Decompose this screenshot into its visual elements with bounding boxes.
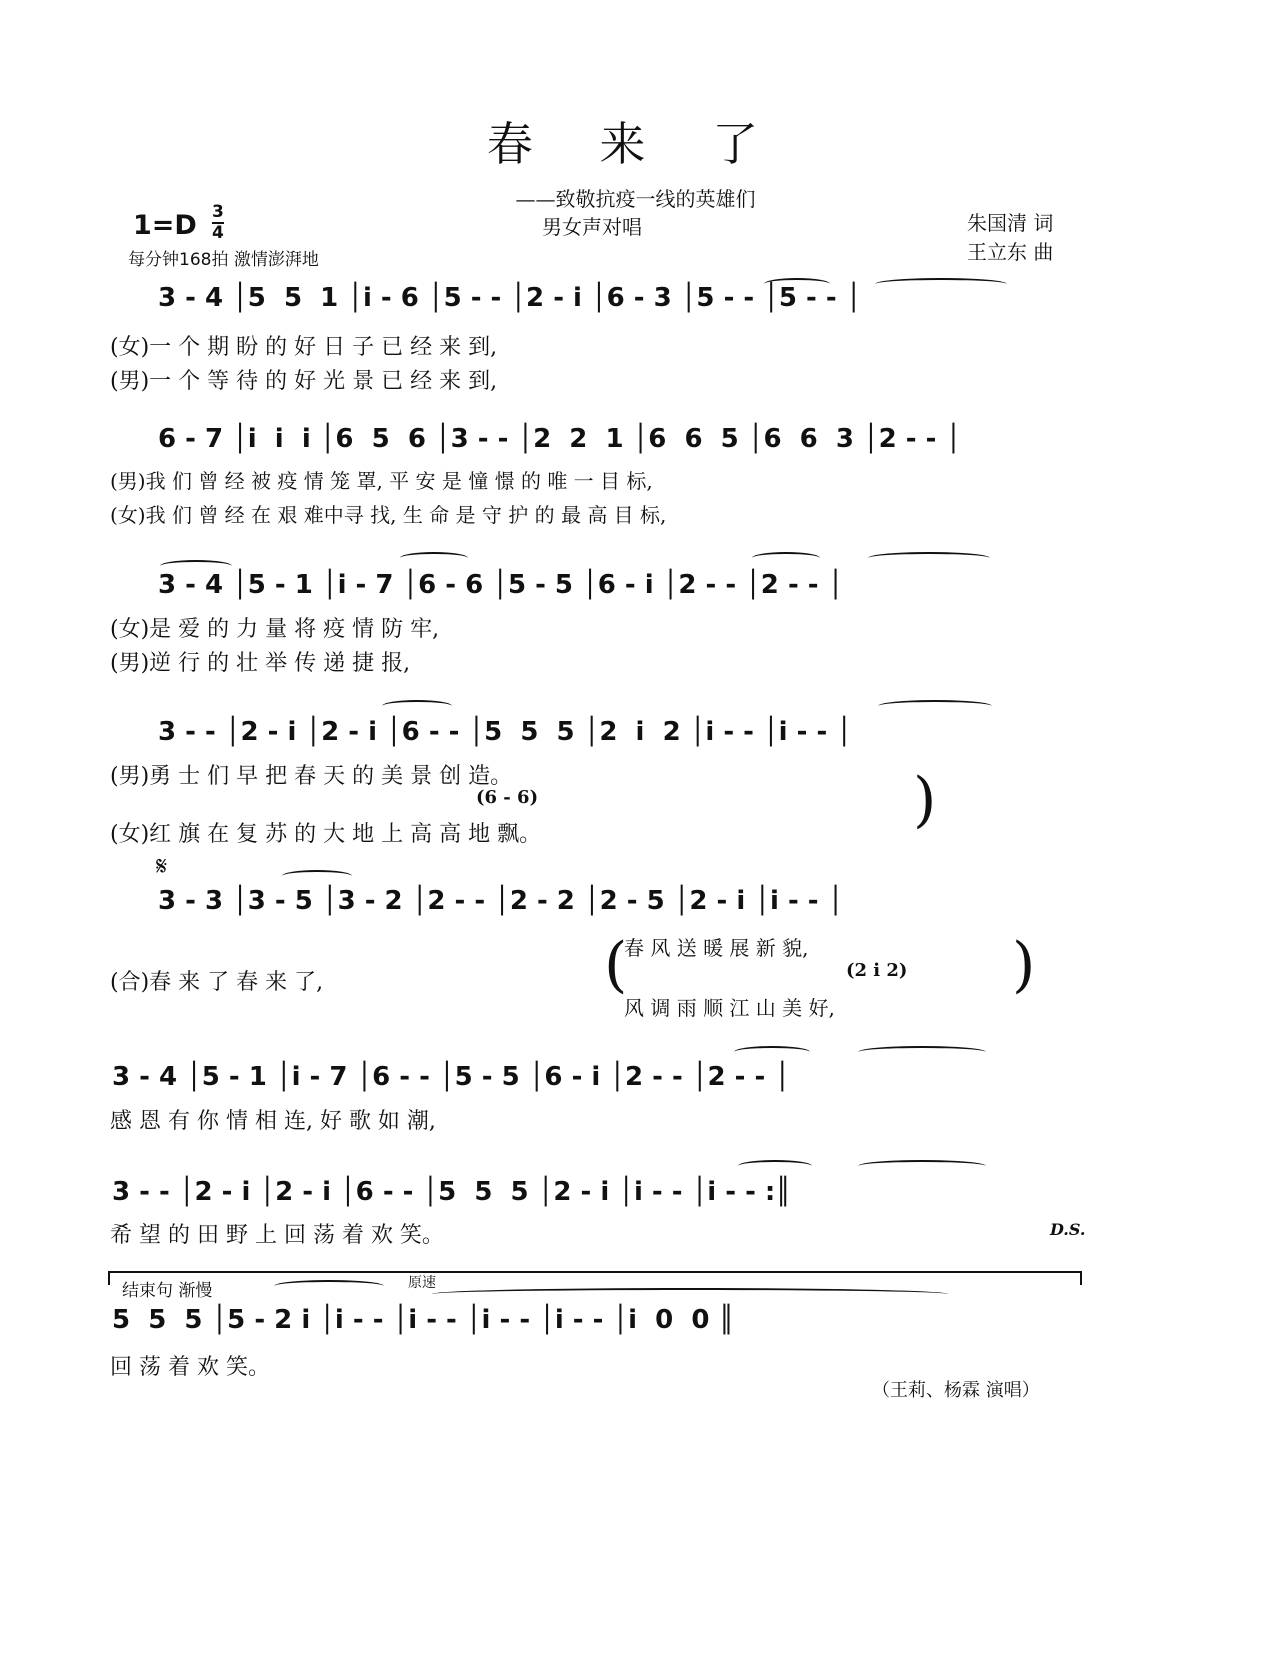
lyric-line-1a: (女)一 个 期 盼 的 好 日 子 已 经 来 到, [110,335,498,360]
lyric-line-6: 感 恩 有 你 情 相 连, 好 歌 如 潮, [110,1109,436,1134]
slur [875,278,1007,290]
performance-type: 男女声对唱 [542,215,642,239]
slur [282,870,352,882]
notation-line-7: 3 - - │2 - i │2 - i │6 - - │5 5 5 │2 - i │i - - │i - - :║ [112,1177,791,1207]
notation-line-1: 3 - 4 │5 5 1 │i - 6 │5 - - │2 - i │6 - 3 │5 - - │5 - - │ [158,283,862,313]
brace: ( [604,930,628,1000]
brace: ) [1012,930,1036,1000]
lyric-line-2b: (女)我 们 曾 经 在 艰 难中寻 找, 生 命 是 守 护 的 最 高 目 标, [110,503,667,527]
notation-line-5: 3 - 3 │3 - 5 │3 - 2 │2 - - │2 - 2 │2 - 5 │2 - i │i - - │ [158,886,844,916]
song-subtitle: ——致敬抗疫一线的英雄们 [515,187,756,211]
lyric-line-3b: (男)逆 行 的 壮 举 传 递 捷 报, [110,651,411,676]
slur [752,552,820,564]
slur [274,1280,384,1292]
key-signature: 1=D [133,210,197,241]
notation-line-3: 3 - 4 │5 - 1 │i - 7 │6 - 6 │5 - 5 │6 - i │2 - - │2 - - │ [158,570,844,600]
tempo-marking: 每分钟168拍 激情澎湃地 [128,250,319,270]
lyric-line-5b: 风 调 雨 顺 江 山 美 好, [624,996,835,1020]
lyric-line-5a: 春 风 送 暖 展 新 貌, [624,936,809,960]
slur [878,700,992,712]
lyric-line-8: 回 荡 着 欢 笑。 [110,1355,270,1380]
lyric-line-5-chorus: (合)春 来 了 春 来 了, [110,970,324,995]
slur [432,1288,948,1300]
segno-icon: 𝄋 [156,852,168,882]
lyric-line-4a: (男)勇 士 们 早 把 春 天 的 美 景 创 造。 [110,764,513,789]
notation-line-2: 6 - 7 │i i i │6 5 6 │3 - - │2 2 1 │6 6 5 │6 6 3 │2 - - │ [158,424,962,454]
lyricist: 朱国清 词 [967,211,1054,235]
lyric-line-2a: (男)我 们 曾 经 被 疫 情 笼 罩, 平 安 是 憧 憬 的 唯 一 目 标, [110,469,653,493]
slur [382,700,452,712]
brace: ) [913,765,937,835]
lyric-line-4b: (女)红 旗 在 复 苏 的 大 地 上 高 高 地 飘。 [110,822,542,847]
song-title: 春 来 了 [486,117,785,171]
alternate-notes: (6 - 6) [476,787,539,808]
slur [868,552,990,564]
lyric-line-3a: (女)是 爱 的 力 量 将 疫 情 防 牢, [110,617,440,642]
performers-credit: （王莉、杨霖 演唱） [872,1380,1040,1401]
composer: 王立东 曲 [967,240,1054,264]
notation-line-6: 3 - 4 │5 - 1 │i - 7 │6 - - │5 - 5 │6 - i │2 - - │2 - - │ [112,1062,790,1092]
notation-line-4: 3 - - │2 - i │2 - i │6 - - │5 5 5 │2 i 2 │i - - │i - - │ [158,717,852,747]
slur [160,560,232,572]
slur [858,1046,986,1058]
lyric-line-1b: (男)一 个 等 待 的 好 光 景 已 经 来 到, [110,369,498,394]
ending-label: 结束句 渐慢 [122,1281,213,1301]
alternate-notes: (2 i 2) [846,960,908,981]
ds-marking: D.S. [1050,1220,1086,1239]
slur [764,278,830,290]
time-signature: 3 4 [212,202,224,243]
lyric-line-7: 希 望 的 田 野 上 回 荡 着 欢 笑。 [110,1223,444,1248]
ending-bracket [108,1271,1082,1285]
slur [858,1160,986,1172]
slur [734,1046,810,1058]
tempo-return: 原速 [408,1275,436,1291]
slur [400,552,468,564]
notation-line-8: 5 5 5 │5 - 2 i │i - - │i - - │i - - │i - - │i 0 0 ║ [112,1305,735,1335]
slur [738,1160,812,1172]
